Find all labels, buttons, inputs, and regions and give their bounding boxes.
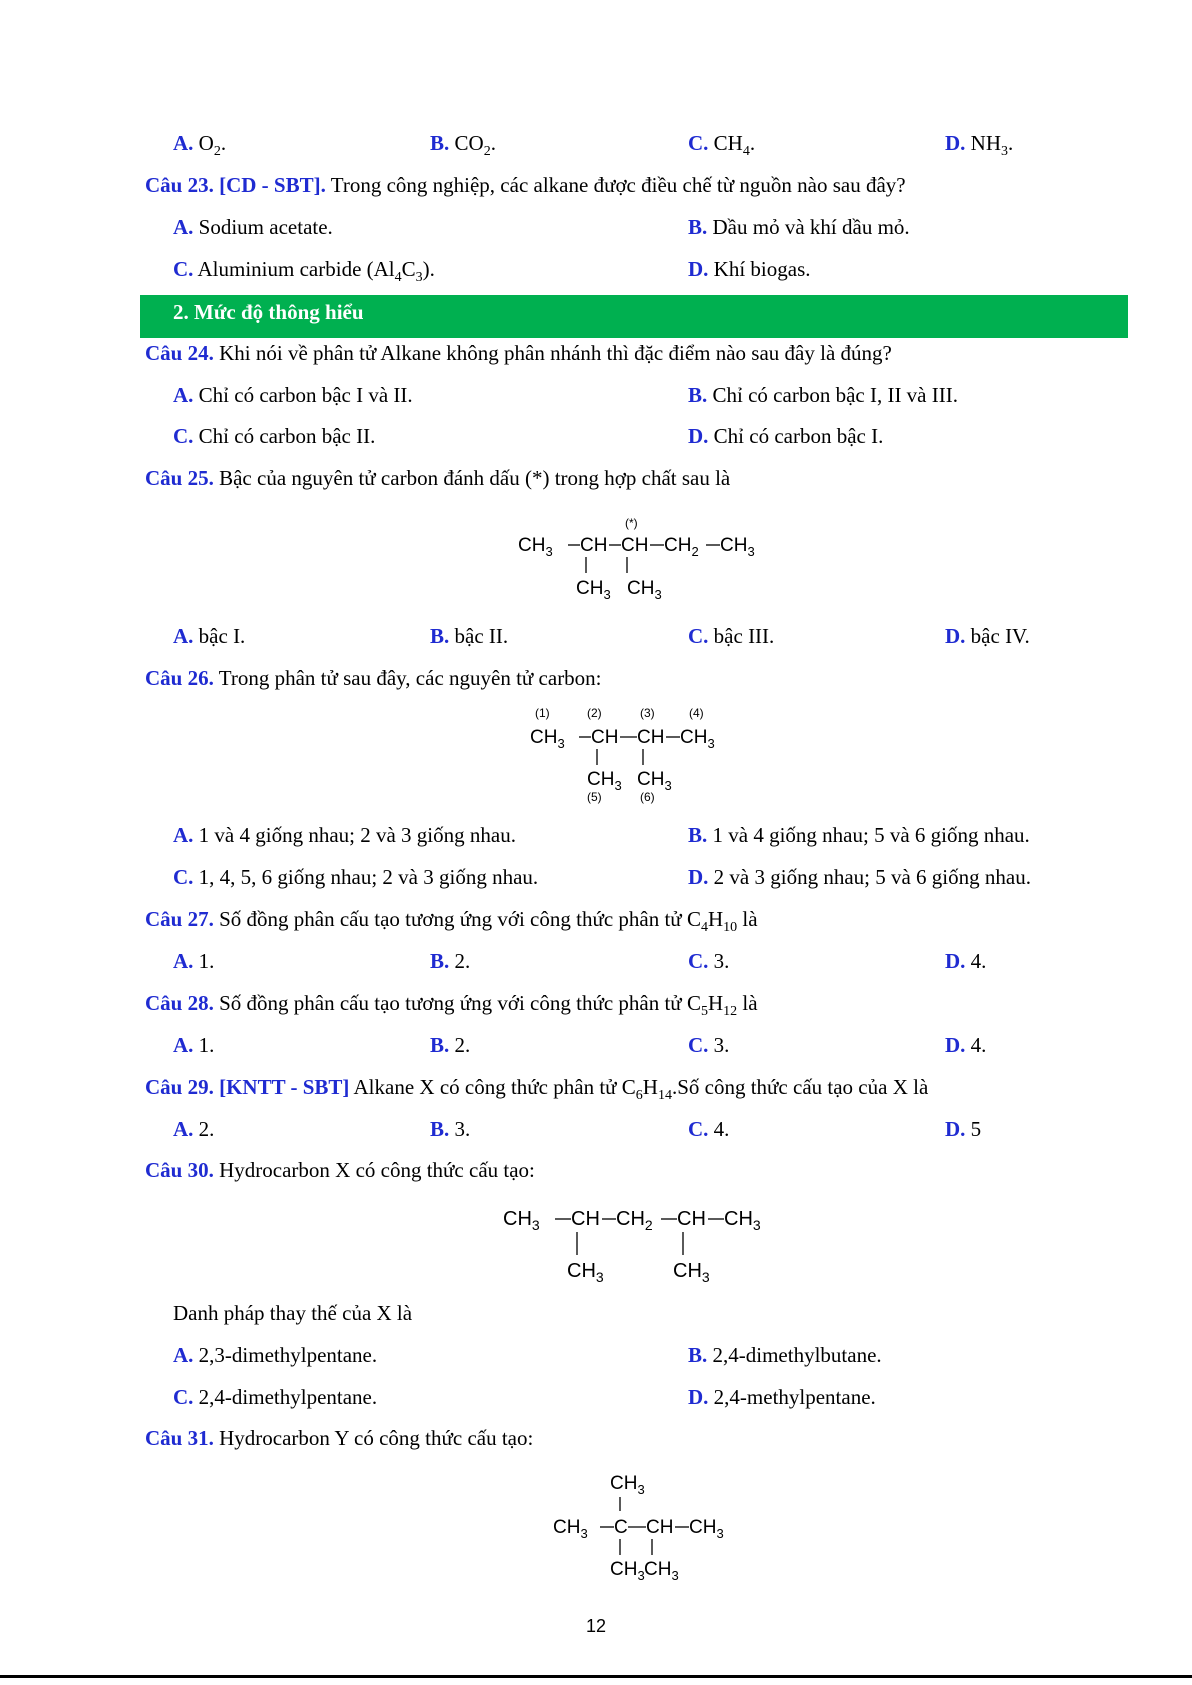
svg-text:CH3: $CH_3$ <box>673 1260 710 1285</box>
svg-text:(1): (1) <box>535 706 550 720</box>
q30-option-b[interactable]: B. 2,4-dimethylbutane. <box>688 1343 882 1367</box>
svg-text:CH3: $CH_3$ <box>587 769 622 793</box>
svg-text:CH3: $CH_3$ <box>627 578 662 602</box>
q29-stem: Câu 29. [KNTT - SBT] Alkane X có công thức phân tử $C_6H_{14}.Số$ công thức cấu tạo của X là <box>145 1075 929 1104</box>
svg-text:CH3: $CH_3$ <box>644 1559 679 1583</box>
svg-text:CH3: $CH_3$ <box>637 769 672 793</box>
q31-structural-formula <box>548 1465 748 1585</box>
q25-option-c[interactable]: C. bậc III. <box>688 624 775 648</box>
q24-option-d[interactable]: D. Chỉ có carbon bậc I. <box>688 424 884 448</box>
q22-option-a[interactable]: A. $O_2$. <box>173 131 227 160</box>
q30-prompt: Danh pháp thay thế của X là <box>173 1301 413 1325</box>
svg-text:CH3: $CH_3$ <box>689 1517 724 1541</box>
svg-text:CH3: $CH_3$ <box>680 727 715 751</box>
q28-option-a[interactable]: A. 1. <box>173 1033 215 1057</box>
svg-text:CH3: $CH_3$ <box>576 578 611 602</box>
svg-text:CH3: $CH_3$ <box>610 1473 645 1497</box>
svg-text:CH3: $CH_3$ <box>518 535 553 559</box>
svg-text:CH2: $CH_2$ <box>664 535 699 559</box>
q27-option-b[interactable]: B. 2. <box>430 949 471 973</box>
q23-option-c[interactable]: C. Aluminium carbide $(Al_4C_3)$. <box>173 257 435 286</box>
q30-structural-formula <box>495 1197 805 1287</box>
q23-stem: Câu 23. [CD - SBT]. Trong công nghiệp, các alkane được điều chế từ nguồn nào sau đây? <box>145 173 906 197</box>
svg-text:(*): (*) <box>625 516 638 530</box>
q29-option-c[interactable]: C. 4. <box>688 1117 730 1141</box>
q26-option-a[interactable]: A. 1 và 4 giống nhau; 2 và 3 giống nhau. <box>173 823 516 847</box>
q24-option-a[interactable]: A. Chỉ có carbon bậc I và II. <box>173 383 413 407</box>
page-number: 12 <box>585 1616 607 1636</box>
q29-option-a[interactable]: A. 2. <box>173 1117 215 1141</box>
svg-text:CH2: $CH_2$ <box>616 1208 653 1233</box>
q28-option-c[interactable]: C. 3. <box>688 1033 730 1057</box>
q30-option-a[interactable]: A. 2,3-dimethylpentane. <box>173 1343 378 1367</box>
bottom-rule <box>0 1675 1192 1678</box>
q25-stem: Câu 25. Bậc của nguyên tử carbon đánh dấu (*) trong hợp chất sau là <box>145 466 731 490</box>
q24-option-b[interactable]: B. Chỉ có carbon bậc I, II và III. <box>688 383 958 407</box>
q24-option-c[interactable]: C. Chỉ có carbon bậc II. <box>173 424 376 448</box>
q22-option-d[interactable]: D. $NH_3$. <box>945 131 1014 160</box>
svg-text:CH3: $CH_3$ <box>724 1208 761 1233</box>
svg-text:CH: CH <box>677 1208 706 1230</box>
svg-text:CH: CH <box>637 727 665 748</box>
q22-option-c[interactable]: C. $CH_4$. <box>688 131 756 160</box>
svg-text:CH3: $CH_3$ <box>553 1517 588 1541</box>
q27-option-c[interactable]: C. 3. <box>688 949 730 973</box>
svg-text:CH: CH <box>621 535 649 556</box>
svg-text:(3): (3) <box>640 706 655 720</box>
q26-option-d[interactable]: D. 2 và 3 giống nhau; 5 và 6 giống nhau. <box>688 865 1031 889</box>
svg-text:CH: CH <box>580 535 608 556</box>
svg-text:CH3: $CH_3$ <box>503 1208 540 1233</box>
q28-stem: Câu 28. Số đồng phân cấu tạo tương ứng với công thức phân tử $C_5H_{12}$ là <box>145 991 758 1020</box>
q30-option-c[interactable]: C. 2,4-dimethylpentane. <box>173 1385 378 1409</box>
q26-structural-formula <box>525 703 745 808</box>
q30-stem: Câu 30. Hydrocarbon X có công thức cấu tạo: <box>145 1158 535 1182</box>
q26-option-b[interactable]: B. 1 và 4 giống nhau; 5 và 6 giống nhau. <box>688 823 1030 847</box>
q28-option-b[interactable]: B. 2. <box>430 1033 471 1057</box>
q27-option-d[interactable]: D. 4. <box>945 949 987 973</box>
svg-text:(6): (6) <box>640 790 655 804</box>
q25-option-b[interactable]: B. bậc II. <box>430 624 509 648</box>
q25-structural-formula <box>510 515 790 610</box>
svg-text:C: C <box>614 1517 628 1538</box>
svg-text:CH3: $CH_3$ <box>567 1260 604 1285</box>
q27-stem: Câu 27. Số đồng phân cấu tạo tương ứng với công thức phân tử $C_4H_{10}$ là <box>145 907 758 936</box>
svg-text:(5): (5) <box>587 790 602 804</box>
q28-option-d[interactable]: D. 4. <box>945 1033 987 1057</box>
q22-option-b[interactable]: B. $CO_2$. <box>430 131 496 160</box>
q31-stem: Câu 31. Hydrocarbon Y có công thức cấu tạo: <box>145 1426 534 1450</box>
svg-text:CH: CH <box>591 727 619 748</box>
q26-stem: Câu 26. Trong phân tử sau đây, các nguyên tử carbon: <box>145 666 602 690</box>
svg-text:CH3: $CH_3$ <box>610 1559 645 1583</box>
svg-text:(4): (4) <box>689 706 704 720</box>
q27-option-a[interactable]: A. 1. <box>173 949 215 973</box>
svg-text:CH3: $CH_3$ <box>720 535 755 559</box>
q25-option-a[interactable]: A. bậc I. <box>173 624 246 648</box>
svg-text:CH3: $CH_3$ <box>530 727 565 751</box>
q23-option-b[interactable]: B. Dầu mỏ và khí dầu mỏ. <box>688 215 910 239</box>
q30-option-d[interactable]: D. 2,4-methylpentane. <box>688 1385 876 1409</box>
q23-option-d[interactable]: D. Khí biogas. <box>688 257 811 281</box>
q23-option-a[interactable]: A. Sodium acetate. <box>173 215 333 239</box>
svg-text:(2): (2) <box>587 706 602 720</box>
section-header: 2. Mức độ thông hiểu <box>140 295 1128 338</box>
svg-text:CH: CH <box>646 1517 674 1538</box>
q29-option-b[interactable]: B. 3. <box>430 1117 471 1141</box>
q29-option-d[interactable]: D. 5 <box>945 1117 982 1141</box>
q25-option-d[interactable]: D. bậc IV. <box>945 624 1030 648</box>
q26-option-c[interactable]: C. 1, 4, 5, 6 giống nhau; 2 và 3 giống nhau. <box>173 865 539 889</box>
q24-stem: Câu 24. Khi nói về phân tử Alkane không phân nhánh thì đặc điểm nào sau đây là đúng? <box>145 341 892 365</box>
svg-text:CH: CH <box>571 1208 600 1230</box>
